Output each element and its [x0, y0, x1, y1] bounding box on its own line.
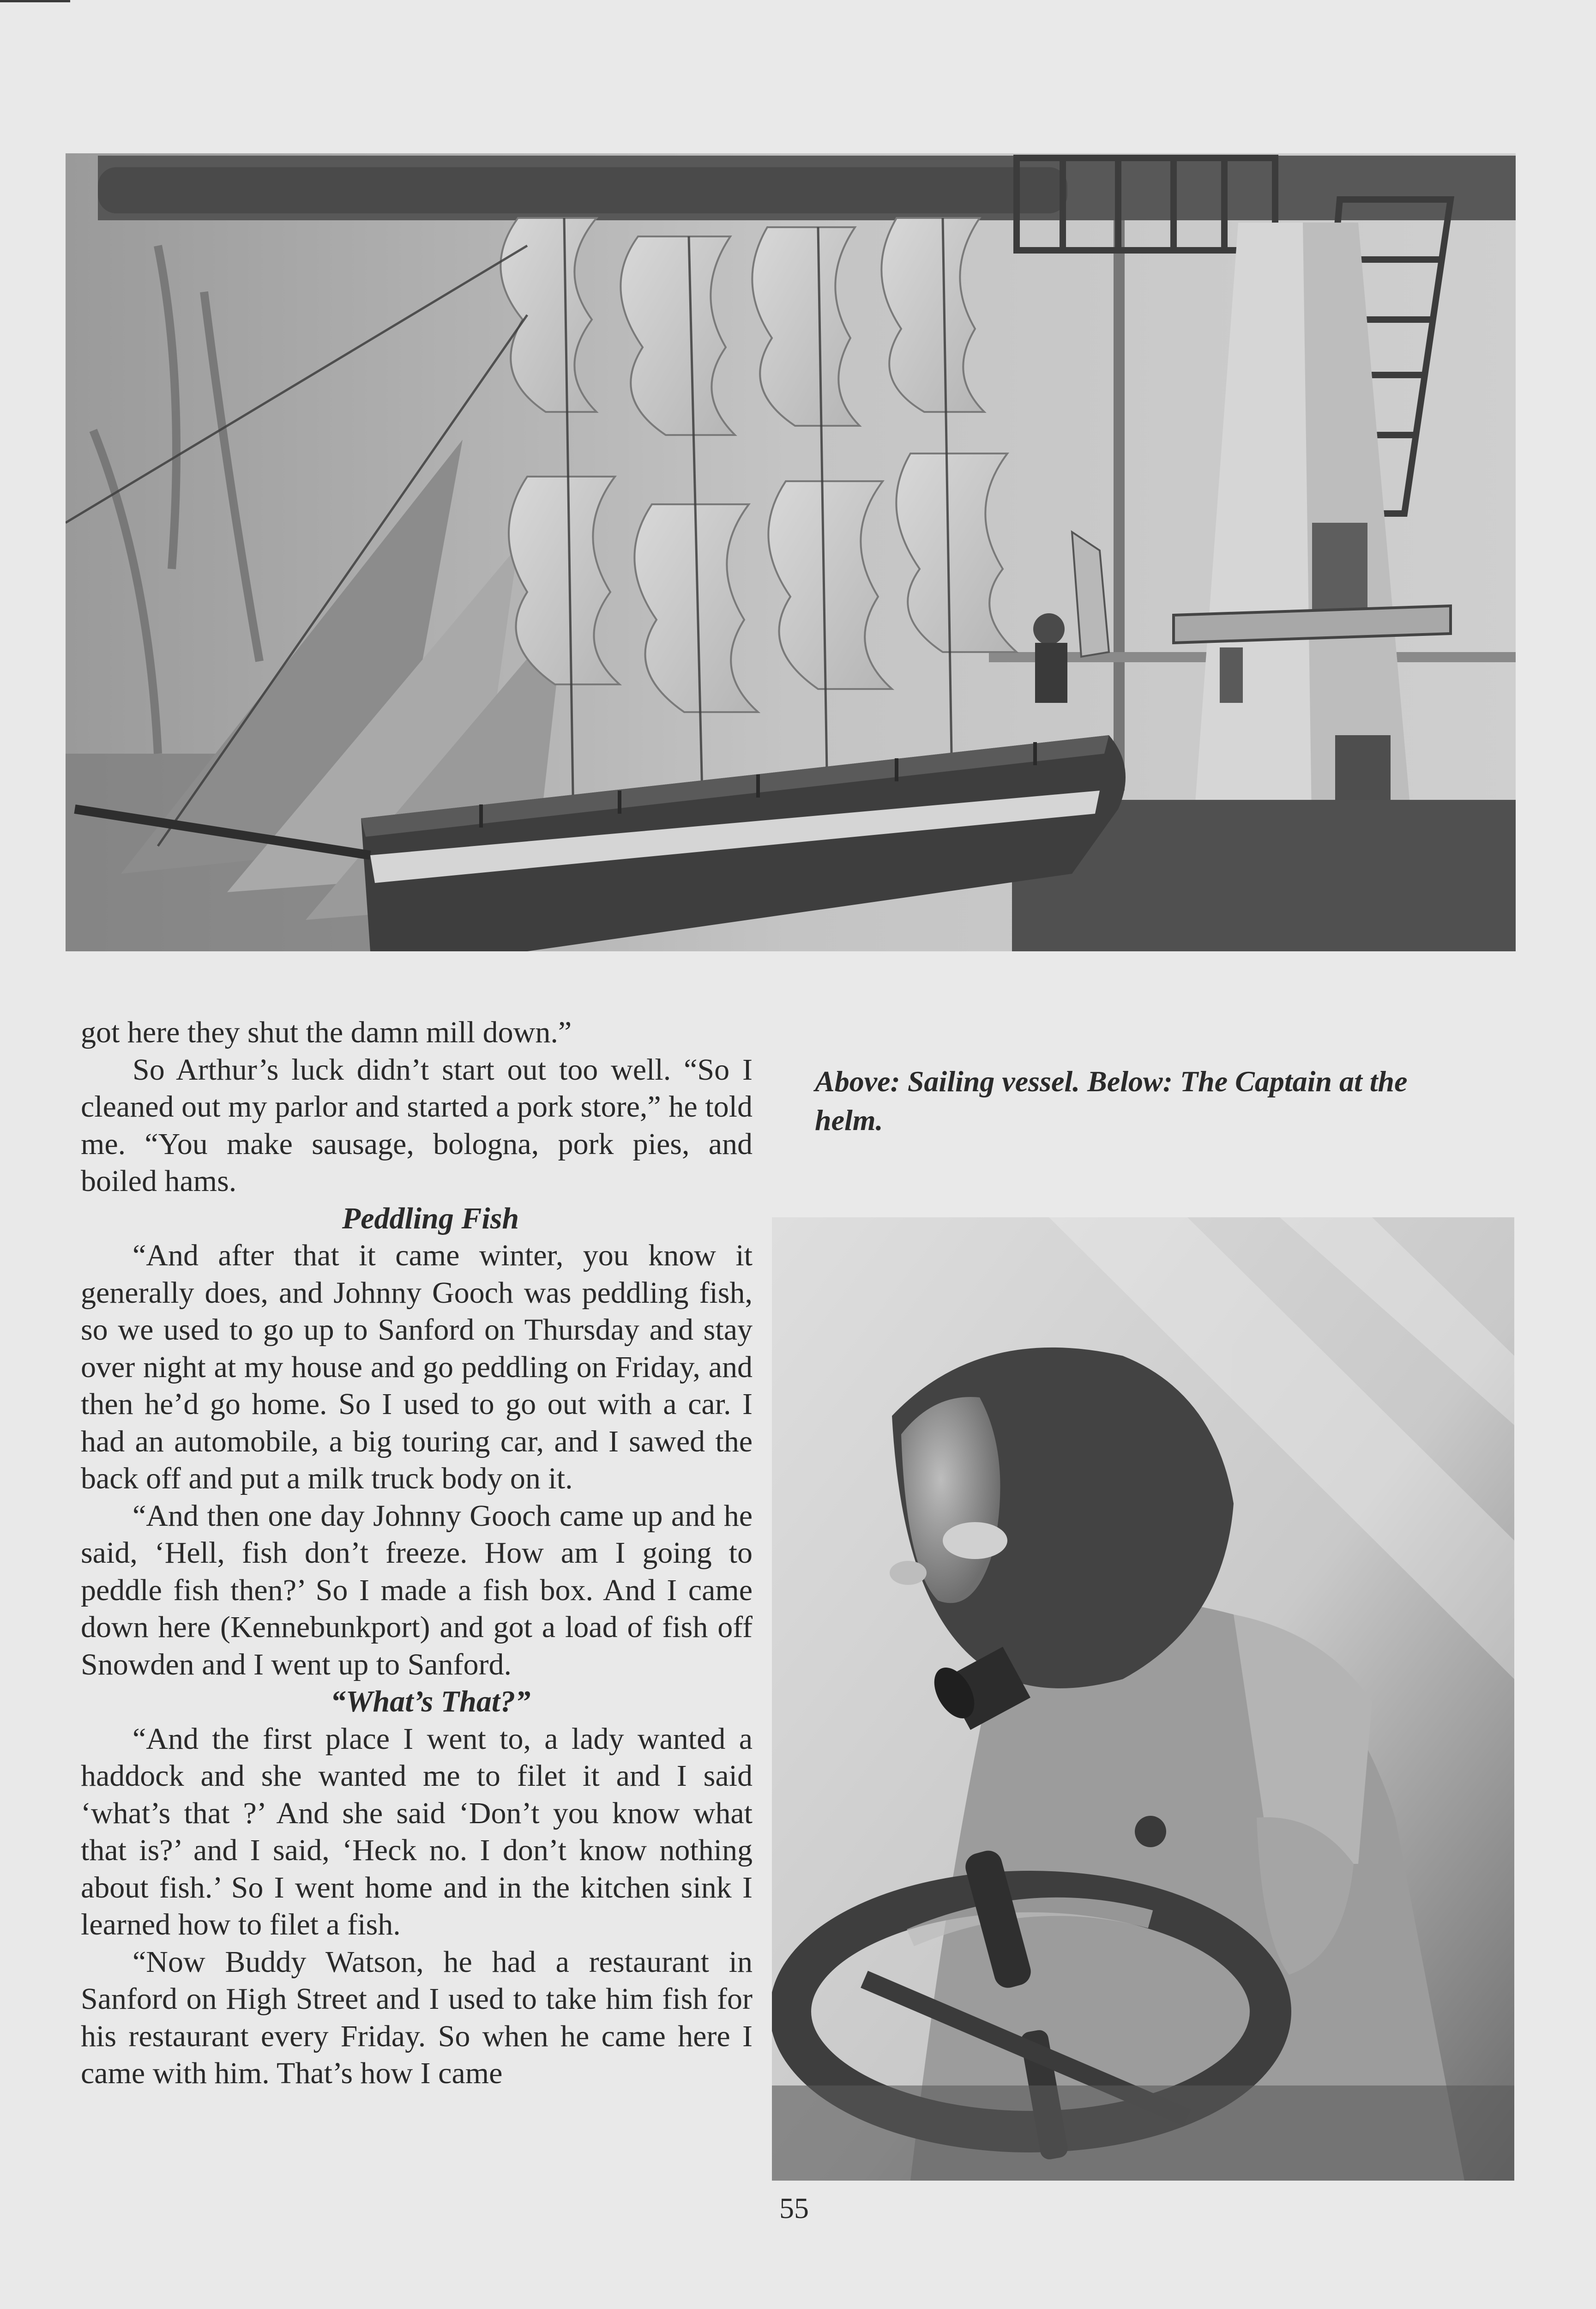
captain-illustration	[772, 1217, 1514, 2181]
paragraph: So Arthur’s luck didn’t start out too well. “So I cleaned out my parlor and started a pork store,” he told me. “You make sausage, bologna, pork pies, and boiled hams.	[81, 1052, 753, 1198]
paragraph: “And then one day Johnny Gooch came up and he said, ‘Hell, fish don’t freeze. How am I going to peddle fish then?’ So I made a fish box. And I came down here (Kennebunkport) and got a load of fish off Snowden and I went up to Sanford.	[81, 1499, 753, 1681]
section-heading: Peddling Fish	[342, 1201, 519, 1235]
paragraph: “And after that it came winter, you know it generally does, and Johnny Gooch was peddling fish, so we used to go up to Sanford on Thursday and stay over night at my house and go peddling on Friday, and then he’d go home. So I used to go out with a car. I had an automobile, a big touring car, and I sawed the back off and put a milk truck body on it.	[81, 1239, 753, 1495]
photo-caption: Above: Sailing vessel. Below: The Captain at the helm.	[815, 1065, 1408, 1136]
paragraph: “And the first place I went to, a lady wanted a haddock and she wanted me to filet it and I said ‘what’s that ?’ And she said ‘Don’t you know what that is?’ and I said, ‘Heck no. I don’t know nothing about fish.’ So I went home and in the kitchen sink I learned how to filet a fish.	[81, 1722, 753, 1941]
captain-at-helm-photo	[772, 1217, 1514, 2181]
sailing-vessel-photo	[66, 153, 1516, 951]
page-number: 55	[779, 2192, 809, 2224]
section-heading: “What’s That?”	[330, 1685, 531, 1718]
paragraph: got here they shut the damn mill down.”	[81, 1015, 572, 1049]
sailing-vessel-illustration	[66, 153, 1516, 951]
article-body	[81, 1014, 753, 2092]
scan-edge-mark	[0, 0, 70, 2]
paragraph: “Now Buddy Watson, he had a restaurant in Sanford on High Street and I used to take him fish for his restaurant every Friday. So when he came here I came with him. That’s how I came	[81, 1945, 753, 2090]
